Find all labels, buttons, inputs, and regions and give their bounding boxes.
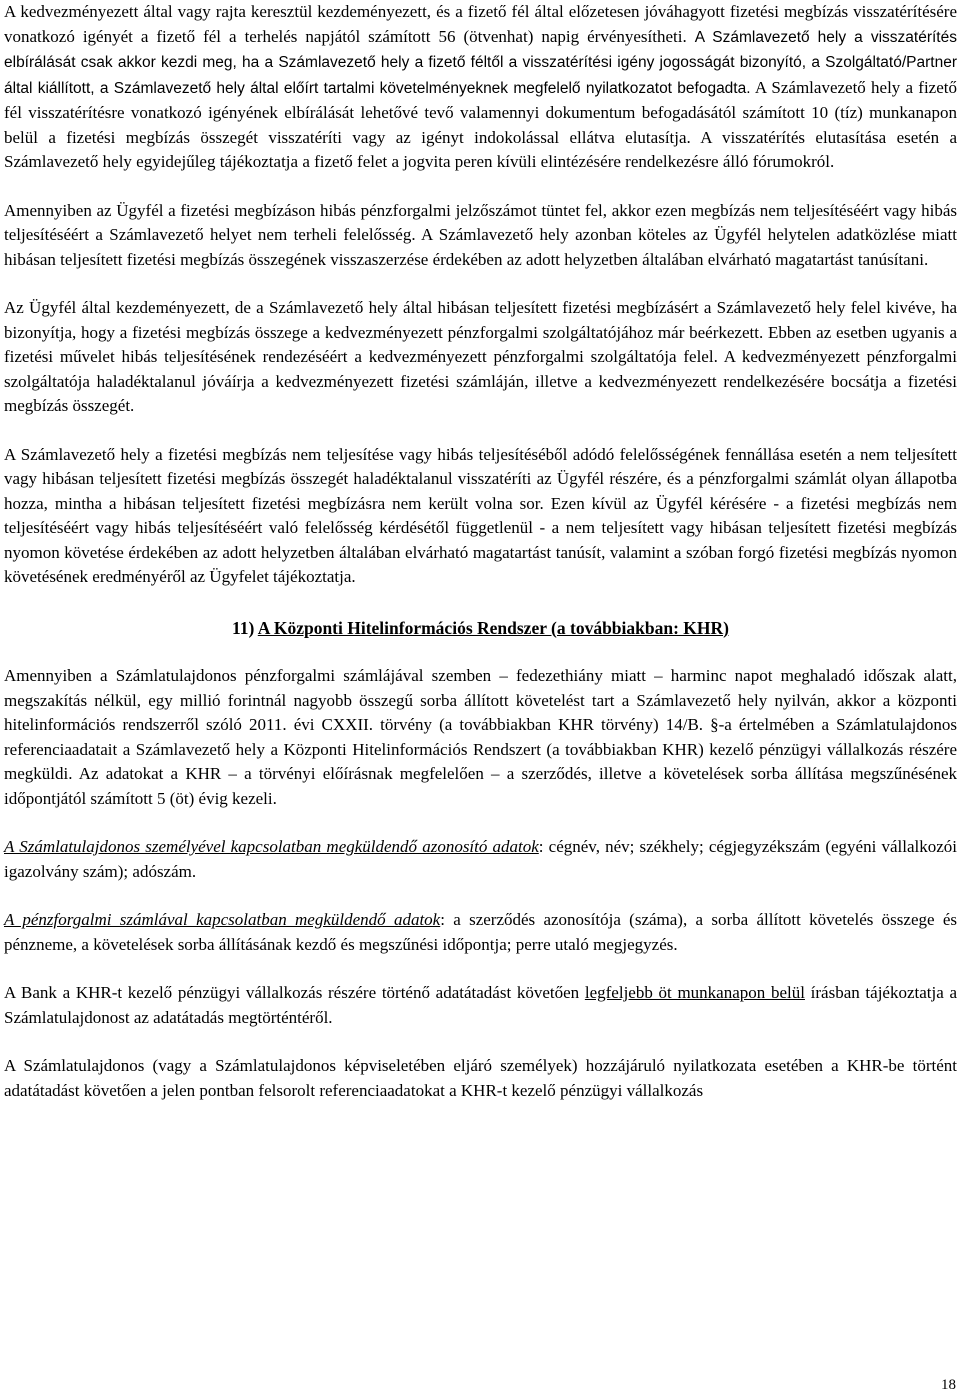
bank-notification-deadline: legfeljebb öt munkanapon belül (584, 983, 805, 1002)
paragraph-identification-data (4, 835, 957, 884)
page-number: 18 (941, 1377, 956, 1393)
identification-data-list: : cégnév, név; székhely; cégjegyzékszám (egyéni vállalkozói igazolvány szám); adószám. (4, 837, 957, 881)
paragraph-refund-claim-part2: A Számlavezető hely a visszatérítés elbírálását csak akkor kezdi meg, ha a Számlavezető hely a fizető féltől a visszatérítési igény jogosságát bizonyító, a Szolgáltató/Partner által kiállított, a Számlavezető hely által előírt tartalmi követelményeknek megfelelő nyilatkozatot befogadta. (4, 28, 957, 97)
paragraph-refund-claim (4, 0, 957, 175)
paragraph-account-data (4, 908, 957, 957)
bank-notification-part2: írásban tájékoztatja a Számlatulajdonost az adatátadás megtörténtéről. (4, 983, 958, 1027)
bank-notification-part1: A Bank a KHR-t kezelő pénzügyi vállalkozás részére történő adatátadást követően (4, 983, 585, 1002)
section-heading-title: A Központi Hitelinformációs Rendszer (a továbbiakban: KHR) (257, 617, 729, 638)
account-data-label: A pénzforgalmi számlával kapcsolatban megküldendő adatok (4, 910, 441, 929)
document-page (4, 0, 957, 1103)
paragraph-refund-claim-part1: A kedvezményezett által vagy rajta keresztül kezdeményezett, és a fizető fél által előzetesen jóváhagyott fizetési megbízás visszatérítésére vonatkozó igényét a fizető fél a terhelés napjától számított 56 (ötvenhat) napig érvényesítheti. (4, 2, 957, 46)
section-heading-number: 11) (232, 617, 258, 638)
paragraph-bank-notification (4, 981, 957, 1030)
paragraph-liability: A Számlavezető hely a fizetési megbízás nem teljesítése vagy hibás teljesítéséből adódó felelősségének fennállása esetén a nem teljesített vagy hibásan teljesített fizetési megbízás összegét haladéktalanul visszatéríti az Ügyfél részére, és a pénzforgalmi számlát olyan állapotba hozza, mintha a hibásan teljesített fizetési megbízásra nem került volna sor. Ezen kívül az Ügyfél kérésére - a fizetési megbízás nem teljesítéséért vagy hibás teljesítéséért való felelősség kérdésétől függetlenül - a nem teljesített vagy hibásan teljesített fizetési megbízás nyomon követése érdekében az adott helyzetben általában elvárható magatartást tanúsít, valamint a szóban forgó fizetési megbízás nyomon követésének eredményéről az Ügyfelet tájékoztatja. (4, 444, 957, 586)
account-data-list: : a szerződés azonosítója (száma), a sorba állított követelés összege és pénzneme, a követelések sorba állításának kezdő és megszűnési időpontja; perre utaló megjegyzés. (4, 910, 957, 954)
identification-data-label: A Számlatulajdonos személyével kapcsolatban megküldendő azonosító adatok (4, 837, 539, 856)
paragraph-khr-reporting: Amennyiben a Számlatulajdonos pénzforgalmi számlájával szemben – fedezethiány miatt – harminc napot meghaladó időszak alatt, megszakítás nélkül, egy millió forintnál nagyobb összegű sorba állított követelést tart a Számlavezető hely nyilván, akkor a központi hitelinformációs rendszerről szóló 2011. évi CXXII. törvény (a továbbiakban KHR törvény) 14/B. §-a értelmében a Számlatulajdonos referenciaadatait a Számlavezető hely a Központi Hitelinformációs Rendszert (a továbbiakban KHR) kezelő pénzügyi vállalkozás részére megküldi. Az adatokat a KHR – a törvényi előírásnak megfelelően – a szerződés, illetve a követelések sorba állítása megszűnésének időpontjától számított 5 (öt) évig kezeli. (4, 666, 957, 808)
paragraph-faulty-execution: Az Ügyfél által kezdeményezett, de a Számlavezető hely által hibásan teljesített fizetési megbízásért a Számlavezető hely felel kivéve, ha bizonyítja, hogy a fizetési megbízás összege a kedvezményezett pénzforgalmi szolgáltatójához már beérkezett. Ebben az esetben ugyanis a fizetési művelet hibás teljesítésének rendezéséért a kedvezményezett pénzforgalmi szolgáltatója felel. A kedvezményezett pénzforgalmi szolgáltatója haladéktalanul jóváírja a kedvezményezett fizetési számláján, illetve a kedvezményezett rendelkezésére bocsátja a fizetési megbízás összegét. (4, 298, 957, 415)
paragraph-consent-statement: A Számlatulajdonos (vagy a Számlatulajdonos képviseletében eljáró személyek) hozzájáruló nyilatkozata esetében a KHR-be történt adatátadást követően a jelen pontban felsorolt referenciaadatokat a KHR-t kezelő pénzügyi vállalkozás (4, 1056, 957, 1100)
paragraph-wrong-account-number: Amennyiben az Ügyfél a fizetési megbízáson hibás pénzforgalmi jelzőszámot tüntet fel, akkor ezen megbízás nem teljesítéséért vagy hibás teljesítéséért a Számlavezető helyet nem terheli felelősség. A Számlavezető hely azonban köteles az Ügyfél helytelen adatközlése miatt hibásan teljesített fizetési megbízás összegének visszaszerzése érdekében az adott helyzetben általában elvárható magatartást tanúsítani. (4, 200, 957, 269)
paragraph-refund-claim-part3: A Számlavezető hely a fizető fél visszatérítésre vonatkozó igényének elbírálását lehetővé tevő valamennyi dokumentum befogadásától számított 10 (tíz) munkanapon belül a fizetési megbízás összegét visszatéríti vagy az igényt indokolással ellátva elutasítja. A visszatérítés elutasítása esetén a Számlavezető hely egyidejűleg tájékoztatja a fizető felet a jogvita peren kívüli elintézésére rendelkezésre álló fórumokról. (4, 77, 957, 171)
section-heading-khr (4, 616, 957, 641)
